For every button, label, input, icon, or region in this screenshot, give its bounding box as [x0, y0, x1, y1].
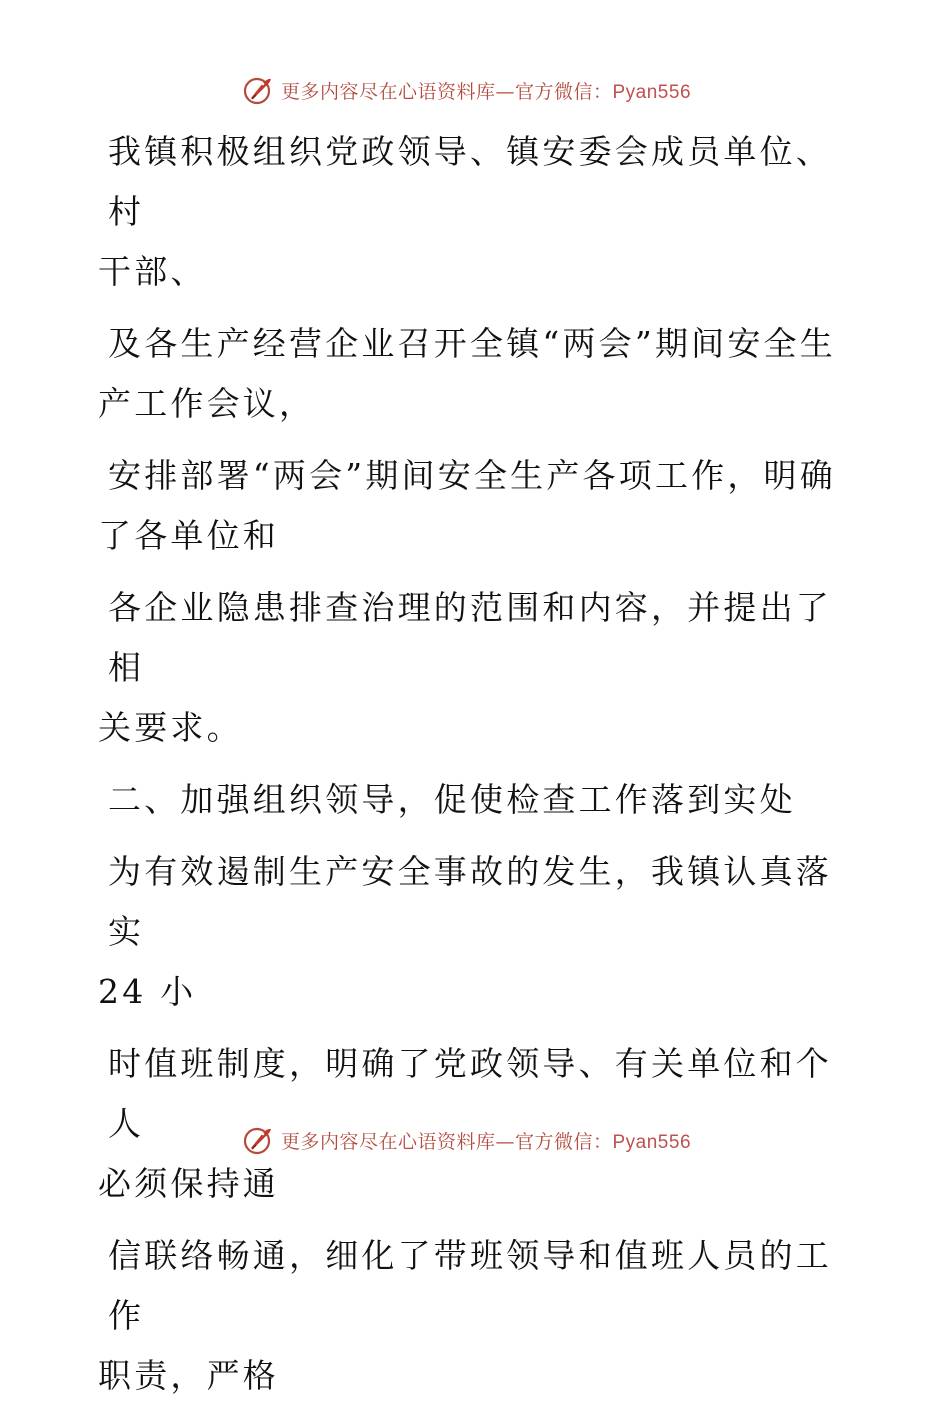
paragraph [98, 314, 838, 434]
paragraph-line: 产工作会议， [98, 384, 316, 423]
banner-separator: — [495, 1130, 515, 1153]
brand-text: 更多内容尽在心语资料库 [280, 1130, 496, 1153]
wechat-id: Pyan556 [612, 1131, 692, 1153]
wechat-label: 官方微信： [514, 1130, 613, 1153]
section-heading-text: 二、加强组织领导，促使检查工作落到实处 [108, 780, 796, 819]
footer-banner-inner [243, 1124, 691, 1156]
paragraph-line: 及各生产经营企业召开全镇“两会”期间安全生 [108, 324, 836, 363]
paragraph-line: 安排部署“两会”期间安全生产各项工作，明确 [108, 456, 836, 495]
paragraph [98, 122, 838, 302]
brand-text: 更多内容尽在心语资料库 [280, 80, 496, 103]
section-heading [98, 770, 838, 830]
paragraph-line: 职责，严格 [98, 1356, 279, 1395]
paragraph-line: 关要求。 [98, 708, 243, 747]
wechat-label: 官方微信： [514, 80, 613, 103]
paragraph-line: 我镇积极组织党政领导、镇安委会成员单位、村 [108, 132, 832, 231]
paragraph [98, 578, 838, 758]
paragraph-line: 24 小 [98, 972, 197, 1011]
header-banner-inner [243, 74, 691, 106]
wechat-id: Pyan556 [612, 81, 692, 103]
paragraph [98, 446, 838, 566]
paragraph-line: 时值班制度，明确了党政领导、有关单位和个人 [108, 1044, 832, 1143]
paragraph-line: 干部、 [98, 252, 207, 291]
paragraph-line: 信联络畅通，细化了带班领导和值班人员的工作 [108, 1236, 832, 1335]
paragraph [98, 842, 838, 1022]
paragraph [98, 1226, 838, 1406]
header-banner [0, 70, 950, 110]
footer-banner [0, 1120, 950, 1160]
banner-separator: — [495, 80, 515, 103]
quill-pen-icon [243, 1124, 275, 1156]
document-body [98, 122, 838, 1418]
paragraph-line: 必须保持通 [98, 1164, 279, 1203]
paragraph-line: 为有效遏制生产安全事故的发生，我镇认真落实 [108, 852, 832, 951]
footer-banner-text [281, 1127, 691, 1154]
header-banner-text [281, 77, 691, 104]
paragraph-line: 了各单位和 [98, 516, 279, 555]
paragraph-line: 各企业隐患排查治理的范围和内容，并提出了相 [108, 588, 832, 687]
quill-pen-icon [243, 74, 275, 106]
